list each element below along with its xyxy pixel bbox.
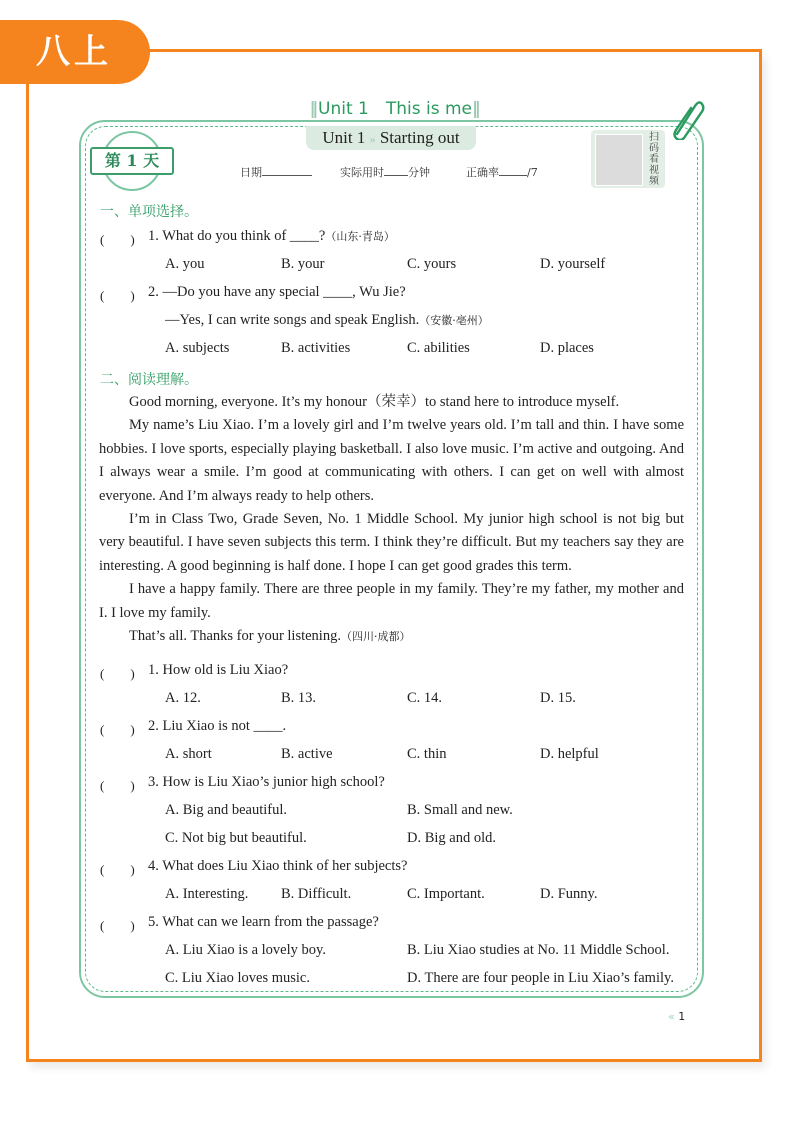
option: B. activities	[281, 340, 351, 356]
qr-code-panel[interactable]	[591, 130, 665, 188]
option: C. thin	[407, 746, 447, 762]
option: D. 15.	[540, 690, 576, 706]
option: D. helpful	[540, 746, 599, 762]
option: B. Difficult.	[281, 886, 352, 902]
date-label: 日期	[240, 166, 262, 179]
question-stem	[148, 228, 395, 245]
source-tag: （四川·成都）	[340, 630, 411, 644]
title-bar-right-icon: ‖	[471, 99, 481, 119]
option: A. Big and beautiful.	[165, 802, 288, 818]
option: D. places	[540, 340, 594, 356]
lesson-unit: Unit 1	[322, 128, 366, 147]
answer-paren[interactable]: ( )	[100, 722, 135, 737]
option: B. 13.	[281, 690, 317, 706]
accuracy-field	[466, 164, 538, 180]
option: B. your	[281, 256, 325, 272]
section2-heading: 二、阅读理解。	[100, 372, 198, 388]
source-tag: （安徽·亳州）	[419, 314, 489, 327]
lesson-name: Starting out	[379, 128, 460, 147]
passage-paragraph: I have a happy family. There are three people in my family. They’re my father, my mother and I. I love my family.	[99, 581, 684, 621]
accuracy-label: 正确率	[466, 166, 499, 179]
question-stem: 2. Liu Xiao is not ____.	[148, 718, 287, 734]
option: D. Funny.	[540, 886, 598, 902]
option: A. subjects	[165, 340, 230, 356]
passage-paragraph: Good morning, everyone. It’s my honour（荣幸）to stand here to introduce myself.	[129, 394, 620, 410]
time-blank[interactable]	[384, 165, 408, 176]
title-bar-left-icon: ‖	[309, 99, 318, 119]
frame-top-rule	[140, 49, 762, 52]
lesson-title	[306, 126, 476, 150]
double-chevron-left-icon: «	[668, 1010, 675, 1023]
passage-paragraph: I’m in Class Two, Grade Seven, No. 1 Middle School. My junior high school is not big but very beautiful. I have seven subjects this term. I think they’re difficult. But my teachers say they are interesting. A good beginning is half done. I hope I can get good grades this term.	[99, 511, 684, 574]
option: C. Important.	[407, 886, 485, 902]
date-blank[interactable]	[262, 165, 312, 176]
unit-title-text: Unit 1 This is me	[318, 99, 472, 119]
question-stem: 1. How old is Liu Xiao?	[148, 662, 289, 678]
question-stem: 3. How is Liu Xiao’s junior high school?	[148, 774, 385, 790]
question-stem: 2. —Do you have any special ____, Wu Jie?	[148, 284, 406, 300]
option: A. 12.	[165, 690, 201, 706]
accuracy-total: /7	[527, 166, 538, 179]
date-field	[240, 164, 312, 180]
time-field	[340, 164, 430, 180]
paperclip-icon	[671, 100, 705, 140]
time-label: 实际用时	[340, 166, 384, 179]
qr-code-image[interactable]	[595, 134, 643, 186]
option: C. abilities	[407, 340, 470, 356]
qr-caption: 扫码看视频	[649, 132, 659, 187]
page-number	[668, 1010, 685, 1023]
question-stem: 4. What does Liu Xiao think of her subjects?	[148, 858, 408, 874]
option: A. Liu Xiao is a lovely boy.	[165, 942, 326, 958]
question-stem-2	[165, 312, 489, 329]
day-badge	[90, 131, 174, 195]
option: C. yours	[407, 256, 457, 272]
question-stem: 5. What can we learn from the passage?	[148, 914, 379, 930]
passage-paragraph: My name’s Liu Xiao. I’m a lovely girl and I’m twelve years old. I’m tall and thin. I have some hobbies. I love sports, especially playing basketball. I also love music. I’m active and outgoing. And I always wear a smile. I’m good at communicating with others. I can get on well with almost everyone. And I’m always ready to help others.	[99, 417, 684, 504]
answer-paren[interactable]: ( )	[100, 288, 135, 303]
option: B. Liu Xiao studies at No. 11 Middle School.	[407, 942, 670, 958]
section1-heading: 一、单项选择。	[100, 204, 198, 220]
answer-paren[interactable]: ( )	[100, 918, 135, 933]
grade-tab: 八上	[0, 20, 150, 84]
stem-text: 1. What do you think of ____?	[148, 228, 326, 244]
option: D. Big and old.	[407, 830, 497, 846]
stem-text: —Yes, I can write songs and speak English.	[165, 312, 420, 328]
time-unit: 分钟	[408, 166, 430, 179]
option: D. yourself	[540, 256, 606, 272]
answer-paren[interactable]: ( )	[100, 666, 135, 681]
option: D. There are four people in Liu Xiao’s family.	[407, 970, 674, 986]
page-number-text: 1	[678, 1010, 686, 1023]
passage-text: That’s all. Thanks for your listening.	[129, 628, 341, 645]
accuracy-blank[interactable]	[499, 165, 527, 176]
option: B. Small and new.	[407, 802, 513, 818]
chevron-right-icon: »	[369, 132, 376, 146]
reading-passage	[99, 391, 684, 648]
option: C. Liu Xiao loves music.	[165, 970, 310, 986]
answer-paren[interactable]: ( )	[100, 232, 135, 247]
option: A. short	[165, 746, 212, 762]
option: C. Not big but beautiful.	[165, 830, 307, 846]
day-badge-label: 第 1 天	[90, 147, 174, 175]
option: C. 14.	[407, 690, 443, 706]
source-tag: （山东·青岛）	[325, 230, 395, 243]
option: B. active	[281, 746, 333, 762]
answer-paren[interactable]: ( )	[100, 862, 135, 877]
answer-paren[interactable]: ( )	[100, 778, 135, 793]
passage-paragraph-last	[99, 625, 684, 648]
option: A. Interesting.	[165, 886, 249, 902]
option: A. you	[165, 256, 205, 272]
